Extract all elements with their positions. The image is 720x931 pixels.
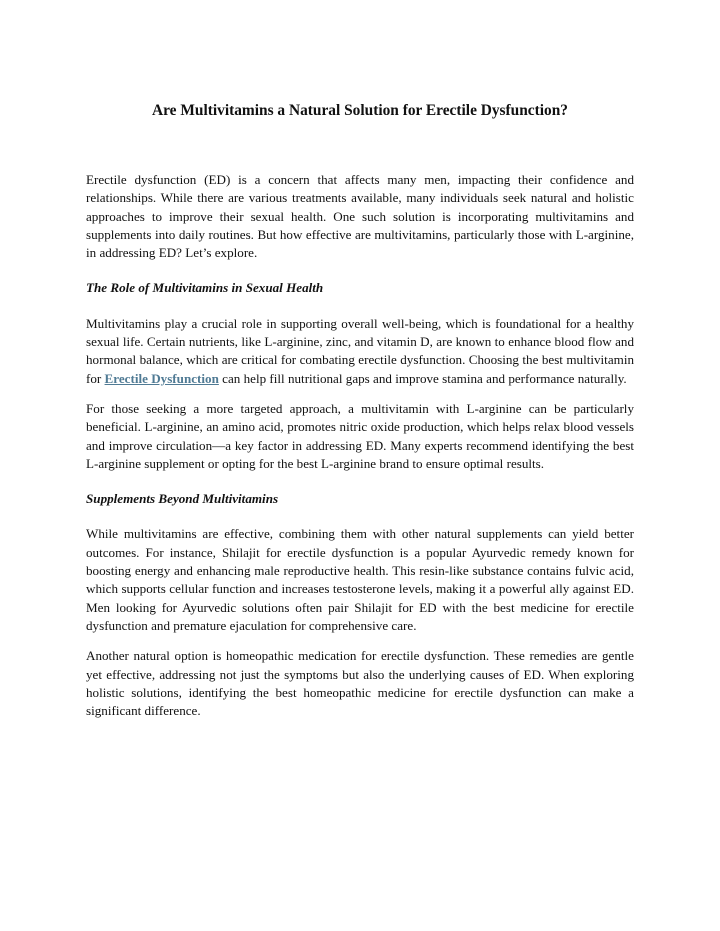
- paragraph-text-after-link: can help fill nutritional gaps and improve stamina and performance naturally.: [218, 370, 627, 386]
- intro-paragraph: Erectile dysfunction (ED) is a concern that affects many men, impacting their confidence and relationships. While there are various treatments available, many individuals seek natural and holistic approaches to improve their sexual health. One such solution is incorporating multivitamins and supplements into daily routines. But how effective are multivitamins, particularly those with L-arginine, in addressing ED? Let’s explore.: [86, 172, 634, 261]
- paragraph-text-before-link: Multivitamins play a crucial role in supporting overall well-being, which is foundational for a healthy sexual life. Certain nutrients, like L-arginine, zinc, and vitamin D, are known to enhance blood flow and hormonal balance, which are critical for combating erectile dysfunction. Choosing the best multivitamin for: [86, 315, 634, 386]
- document-body: [86, 171, 634, 720]
- shilajit-paragraph: While multivitamins are effective, combining them with other natural supplements can yield better outcomes. For instance, Shilajit for erectile dysfunction is a popular Ayurvedic remedy known for boosting energy and enhancing male reproductive health. This resin-like substance contains fulvic acid, which supports cellular function and increases testosterone levels, making it a powerful ally against ED. Men looking for Ayurvedic solutions often pair Shilajit for ED with the best medicine for erectile dysfunction and premature ejaculation for comprehensive care.: [86, 526, 634, 633]
- erectile-dysfunction-link[interactable]: Erectile Dysfunction: [104, 370, 219, 386]
- page-title: Are Multivitamins a Natural Solution for Erectile Dysfunction?: [152, 102, 568, 119]
- section-heading-role-of-multivitamins: The Role of Multivitamins in Sexual Health: [86, 280, 324, 296]
- multivitamins-role-paragraph: [86, 315, 634, 388]
- homeopathic-paragraph: Another natural option is homeopathic medication for erectile dysfunction. These remedies are gentle yet effective, addressing not just the symptoms but also the underlying causes of ED. When exploring holistic solutions, identifying the best homeopathic medicine for erectile dysfunction can make a significant difference.: [86, 648, 634, 719]
- section-heading-supplements-beyond: Supplements Beyond Multivitamins: [86, 491, 279, 507]
- l-arginine-paragraph: For those seeking a more targeted approach, a multivitamin with L-arginine can be particularly beneficial. L-arginine, an amino acid, promotes nitric oxide production, which helps relax blood vessels and improve circulation—a key factor in addressing ED. Many experts recommend identifying the best L-arginine supplement or opting for the best L-arginine brand to ensure optimal results.: [86, 400, 634, 471]
